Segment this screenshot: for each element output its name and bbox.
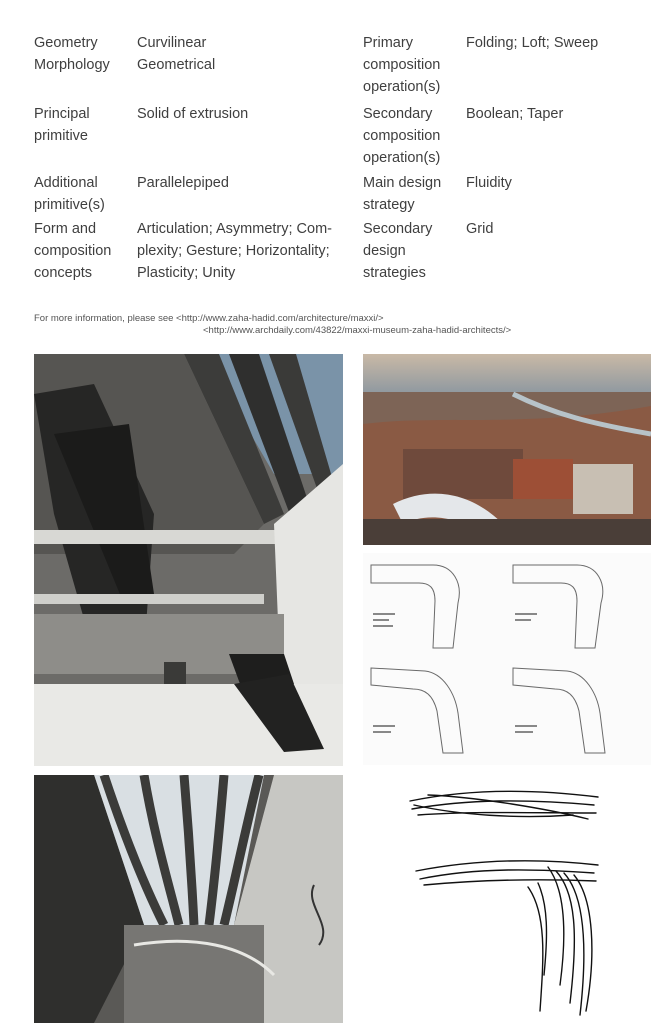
row3-value2: Fluidity: [466, 175, 512, 191]
source-note: [34, 313, 511, 337]
row1-key: Geometry Morphology: [34, 35, 110, 73]
aerial-city-photo: [363, 354, 651, 545]
row2-value: Solid of extrusion: [137, 106, 249, 122]
interior-staircase-photo: [34, 354, 343, 766]
row3-key2: Main design strategy: [363, 175, 442, 213]
row2-value2: Boolean; Taper: [466, 106, 564, 122]
row4-value2: Grid: [466, 221, 494, 237]
source-url-2[interactable]: <http://www.archdaily.com/43822/maxxi-museum-zaha-hadid-architects/>: [203, 325, 512, 336]
row4-key: Form and composition concepts: [34, 221, 112, 281]
row3-value: Parallelepiped: [137, 175, 229, 191]
row4-value: Articulation; Asymmetry; Com-plexity; Gesture; Horizontality; Plasticity; Unity: [137, 221, 332, 281]
source-url-1[interactable]: <http://www.zaha-hadid.com/architecture/maxxi/>: [176, 313, 384, 324]
row1-key2: Primary composition operation(s): [363, 35, 441, 95]
row2-key: Principal primitive: [34, 106, 90, 144]
row3-key: Additional primitive(s): [34, 175, 105, 213]
row1-value: Curvilinear Geometrical: [137, 35, 216, 73]
floor-plans-drawing: [363, 553, 651, 765]
row4-key2: Secondary design strategies: [363, 221, 433, 281]
row1-value2: Folding; Loft; Sweep: [466, 35, 599, 51]
source-prefix: For more information, please see: [34, 313, 174, 324]
row2-key2: Secondary composition operation(s): [363, 106, 441, 166]
concept-sketch-drawing: [398, 775, 610, 1023]
gallery-ceiling-photo: [34, 775, 343, 1023]
